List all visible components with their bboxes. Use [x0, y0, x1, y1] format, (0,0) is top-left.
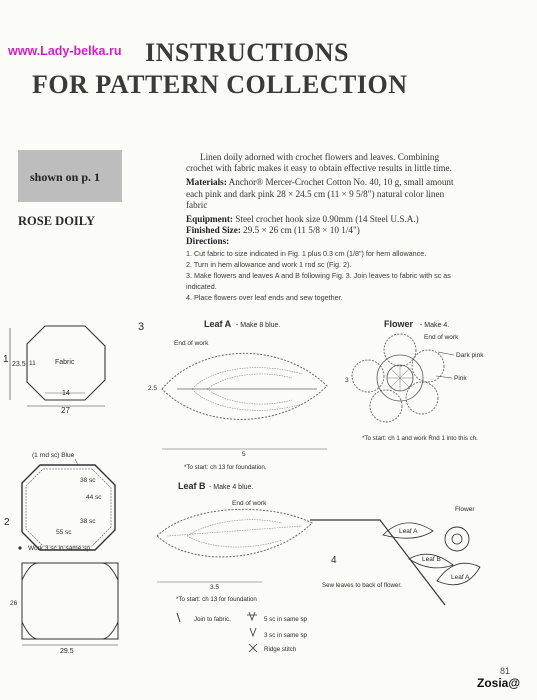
fig4-flower: Flower [455, 506, 475, 513]
ridge-symbol-icon [249, 644, 257, 652]
flower-dim: 3 [345, 377, 349, 384]
three-sc-symbol-icon [250, 628, 256, 636]
directions-label: Directions: [186, 236, 230, 247]
fig2-sc1: 38 sc [80, 477, 96, 484]
leaf-a-dim-w: 5 [242, 451, 246, 458]
signature: Zosia@ [477, 676, 521, 690]
directions [186, 236, 466, 247]
leaf-a-dim-h: 2.5 [148, 385, 158, 392]
equipment-text: Steel crochet hook size 0.90mm (14 Steel U.S.A.) [235, 214, 419, 225]
legend-ridge: Ridge stitch [264, 646, 297, 653]
flower-start-note: *To start: ch 1 and work Rnd 1 into this ch. [362, 435, 478, 442]
direction-step: 1. Cut fabric to size indicated in Fig. 1 plus 0.3 cm (1/8") for hem allowance. [186, 248, 427, 258]
figure-4-number: 4 [331, 555, 337, 566]
leaf-b-outline [157, 509, 312, 557]
project-name: ROSE DOILY [18, 214, 95, 228]
shown-on-label: shown on p. 1 [30, 170, 101, 184]
doily-square [22, 563, 118, 639]
figure-2-edging-diagram [0, 445, 135, 660]
fig1-dim-left: 23.5 [12, 361, 26, 368]
flower-chart [338, 312, 537, 447]
equipment [186, 214, 466, 225]
figure-4-assembly [305, 495, 537, 615]
fig1-fabric-label: Fabric [55, 359, 75, 366]
flower-shape [445, 527, 469, 551]
fig2-dim-width: 29.5 [60, 648, 74, 655]
directions-list [186, 248, 466, 303]
fig2-sc2: 44 sc [86, 494, 102, 501]
flower-make: - Make 4. [420, 322, 450, 329]
join-symbol-icon [177, 613, 180, 622]
watermark: www.Lady-belka.ru [8, 44, 122, 58]
five-sc-symbol-icon [247, 612, 257, 620]
flower-pink: Pink [454, 375, 467, 382]
page-title-line2: FOR PATTERN COLLECTION [32, 70, 408, 99]
fig1-dim-bottom: 14 [62, 390, 70, 397]
equipment-label: Equipment: [186, 214, 233, 225]
fig2-sc3: 38 sc [80, 518, 96, 525]
fig4-leaf-a: Leaf A [399, 528, 418, 535]
leaf-a-title: Leaf A [204, 319, 232, 329]
leaf-a-chart [132, 312, 347, 477]
fig4-leaf-b: Leaf B [422, 556, 441, 563]
fig1-dim-inner: 11 [29, 360, 36, 367]
leaf-a-end-of-work: End of work [174, 340, 209, 347]
fig4-leaf-a-lower: Leaf A [451, 574, 470, 581]
leaf-a-start-note: *To start: ch 13 for foundation. [184, 464, 267, 471]
legend-join: Join to fabric. [194, 616, 231, 623]
stitch-legend [172, 608, 332, 668]
direction-step: 3. Make flowers and leaves A and B following Fig. 3. Join leaves to fabric with sc as indicated. [186, 270, 451, 291]
finished-size-label: Finished Size: [186, 225, 241, 236]
leaf-b-make: - Make 4 blue. [209, 484, 254, 491]
intro-paragraph: Linen doily adorned with crochet flowers and leaves. Combining crochet with fabric makes it easy to obtain effective results in little time. [186, 152, 452, 174]
leaf-b-dim-w: 3.5 [210, 584, 220, 591]
figure-3-number: 3 [138, 321, 145, 333]
flower-dark-pink: Dark pink [456, 352, 484, 359]
fig2-sc4: 55 sc [56, 529, 72, 536]
leaf-b-chart [132, 478, 332, 603]
page-number: 81 [500, 666, 511, 676]
fig2-work3-note: Work 3 sc in same sp [28, 545, 91, 552]
figure-2-number: 2 [4, 517, 10, 528]
direction-step: 4. Place flowers over leaf ends and sew together. [186, 292, 343, 302]
leaf-b-start-note: *To start: ch 13 for foundation [176, 596, 257, 603]
finished-size-text: 29.5 × 26 cm (11 5/8 × 10 1/4") [243, 225, 360, 236]
fig2-dim-height: 26 [10, 600, 18, 607]
flower-end-of-work: End of work [424, 334, 459, 341]
flower-title: Flower [384, 319, 414, 329]
instructions-text [186, 152, 466, 303]
fig1-dim-width: 27 [61, 406, 70, 415]
direction-step: 2. Turn in hem allowance and work 1 rnd sc (Fig. 2). [186, 259, 352, 269]
materials-text: Anchor® Mercer-Crochet Cotton No. 40, 10 g, small amount each pink and dark pink 28 × 24.5 cm (11 × 9 5/8") natural color linen fabric [186, 177, 454, 210]
materials [186, 177, 466, 211]
figure-1-number: 1 [3, 354, 9, 365]
leaf-b-end-of-work: End of work [232, 500, 267, 507]
materials-label: Materials: [186, 177, 227, 188]
figure-1-fabric-diagram [0, 320, 130, 420]
leaf-b-title: Leaf B [178, 481, 206, 491]
leaf-a-make: - Make 8 blue. [236, 322, 281, 329]
page-title-line1: INSTRUCTIONS [145, 38, 349, 67]
finished-size [186, 225, 466, 236]
legend-sc3: 3 sc in same sp [264, 632, 307, 639]
fig4-note: Sew leaves to back of flower. [322, 582, 402, 589]
legend-sc5: 5 sc in same sp [264, 616, 307, 623]
fig2-round-label: (1 rnd sc) Blue [32, 452, 75, 459]
